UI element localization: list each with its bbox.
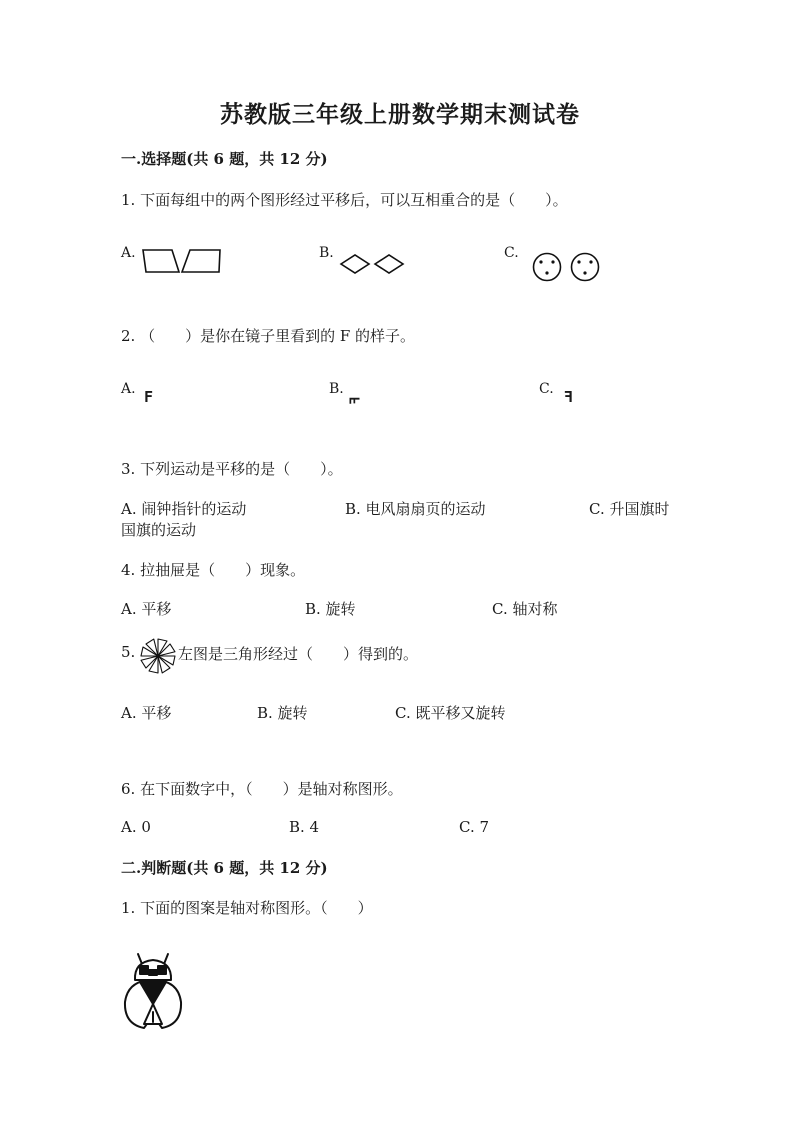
q4-option-b: B. 旋转 [305,600,356,618]
q2-option-c-mirrored-f: F [564,388,574,406]
question-4-text: 4. 拉抽屉是（ ）现象。 [121,561,306,579]
question-5-number: 5. [121,643,136,661]
q3-option-b: B. 电风扇扇页的运动 [345,500,486,518]
q3-option-a: A. 闹钟指针的运动 [121,500,247,518]
q2-option-b-rotated-f: F [348,396,364,405]
question-3-text: 3. 下列运动是平移的是（ ）。 [121,460,343,478]
page-title: 苏教版三年级上册数学期末测试卷 [220,101,580,128]
q5-option-b: B. 旋转 [257,704,308,722]
q4-option-c: C. 轴对称 [492,600,558,618]
q2-option-b-label: B. [329,381,344,397]
section-heading-choice: 一.选择题(共 6 题，共 12 分) [121,150,328,168]
judgement-1-text: 1. 下面的图案是轴对称图形。（ ） [121,899,373,917]
q1-option-a-label: A. [121,245,136,261]
q4-option-a: A. 平移 [121,600,172,618]
question-6-text: 6. 在下面数字中，（ ）是轴对称图形。 [121,780,403,798]
q2-option-a-label: A. [121,381,136,397]
q2-option-a-letter-f: F [144,388,154,406]
q6-option-b: B. 4 [289,818,320,836]
q6-option-c: C. 7 [459,818,490,836]
q1-option-c-circles [531,253,603,281]
q5-pinwheel-figure [140,638,176,674]
q6-option-a: A. 0 [121,818,151,836]
q3-option-c: C. 升国旗时 [589,500,670,518]
q2-option-c-label: C. [539,381,554,397]
question-2-text: 2. （ ）是你在镜子里看到的 F 的样子。 [121,327,416,345]
q5-option-c: C. 既平移又旋转 [395,704,506,722]
q5-option-a: A. 平移 [121,704,172,722]
q3-option-c-continued: 国旗的运动 [121,521,197,539]
q1-option-c-label: C. [504,245,519,261]
q1-option-b-rhombuses [340,254,406,274]
q1-option-b-label: B. [319,245,334,261]
question-5-text: 左图是三角形经过（ ）得到的。 [178,645,419,663]
judgement-1-bug-figure [120,950,186,1032]
q1-option-a-parallelograms [142,248,222,274]
section-heading-judgement: 二.判断题(共 6 题，共 12 分) [121,859,328,877]
question-1-text: 1. 下面每组中的两个图形经过平移后，可以互相重合的是（ ）。 [121,191,568,209]
